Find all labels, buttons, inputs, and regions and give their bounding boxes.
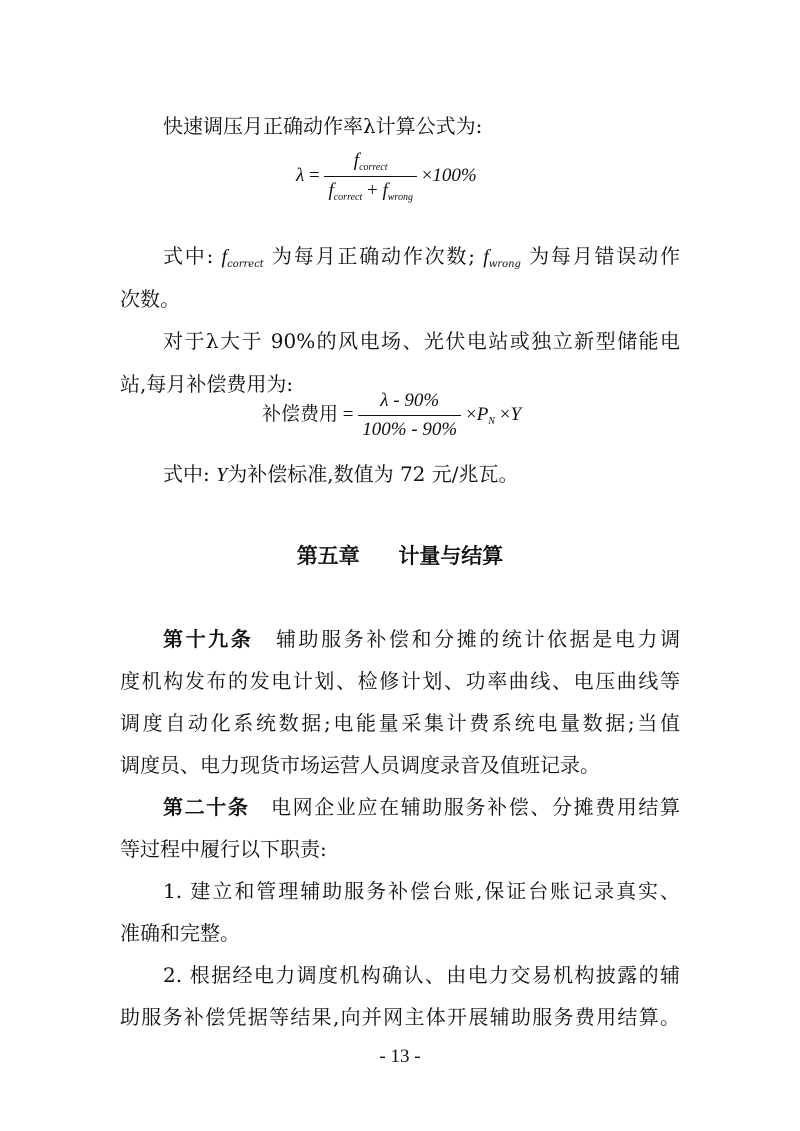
formula2-equals: = xyxy=(342,403,354,425)
formula-correct-rate xyxy=(296,150,477,203)
formula2-numerator: λ - 90% xyxy=(358,390,461,416)
item1-line2: 准确和完整。 xyxy=(120,921,240,945)
formula2-pn: $P_N$ xyxy=(476,403,495,427)
page-number: - 13 - xyxy=(379,1046,421,1067)
compensation-para-line2: 站,每月补偿费用为: xyxy=(120,372,294,396)
formula1-explanation-line1: 式中: $f_{correct}$ 为每月正确动作次数; $f_{wrong}$ 为每月错误动作 xyxy=(163,244,680,270)
article19-label: 第十九条 xyxy=(163,627,254,651)
formula1-percent: 100% xyxy=(432,164,477,186)
formula2-y: Y xyxy=(510,403,522,425)
article20-label: 第二十条 xyxy=(163,795,250,819)
formula2-denominator: 100% - 90% xyxy=(362,419,458,440)
article19-line3: 调度自动化系统数据;电能量采集计费系统电量数据;当值 xyxy=(120,711,680,735)
formula1-numerator: $f_{correct}$ xyxy=(324,150,417,177)
formula2-lhs: 补偿费用 xyxy=(262,402,339,425)
article20-line1: 第二十条 电网企业应在辅助服务补偿、分摊费用结算 xyxy=(163,795,681,819)
formula-compensation-fee: 补偿费用 = $\frac{\lambda - 90\%}{100\% - 90\%}$ $\times P_N \times Y$ xyxy=(262,390,522,440)
formula1-lambda: λ xyxy=(296,164,305,186)
article19-line2: 度机构发布的发电计划、检修计划、功率曲线、电压曲线等 xyxy=(120,669,680,693)
item2-line2: 助服务补偿凭据等结果,向并网主体开展辅助服务费用结算。 xyxy=(120,1005,680,1029)
formula2-explanation: 式中: Y为补偿标准,数值为 72 元/兆瓦。 xyxy=(163,462,519,486)
chapter-number: 第五章 xyxy=(296,543,360,568)
chapter-heading xyxy=(0,540,800,570)
chapter-title: 计量与结算 xyxy=(398,543,504,568)
compensation-para-line1: 对于λ大于 90%的风电场、光伏电站或独立新型储能电 xyxy=(163,329,680,353)
item2-line1: 2. 根据经电力调度机构确认、由电力交易机构披露的辅 xyxy=(163,963,680,987)
article19-line1: 第十九条 辅助服务补偿和分摊的统计依据是电力调 xyxy=(163,627,681,651)
item1-line1: 1. 建立和管理辅助服务补偿台账,保证台账记录真实、 xyxy=(163,879,680,903)
formula1-fraction xyxy=(324,150,417,203)
formula2-fraction xyxy=(358,390,461,441)
formula1-equals: = xyxy=(308,164,320,186)
formula1-intro: 快速调压月正确动作率λ计算公式为: xyxy=(163,114,483,138)
formula1-explanation-line2: 次数。 xyxy=(120,287,180,311)
article20-line2: 等过程中履行以下职责: xyxy=(120,837,327,861)
formula1-times: × xyxy=(421,164,433,186)
formula1-denominator: $f_{correct} + f_{wrong}$ xyxy=(328,180,413,203)
article19-line4: 调度员、电力现货市场运营人员调度录音及值班记录。 xyxy=(120,753,600,777)
